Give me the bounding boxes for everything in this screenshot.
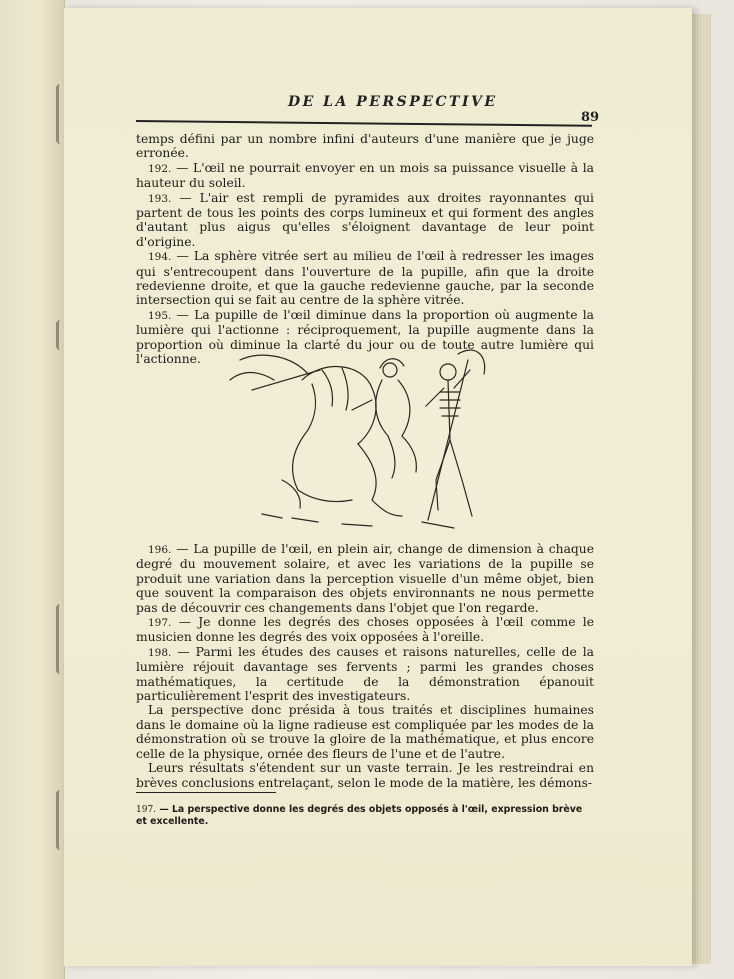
paragraph-197: [136, 615, 594, 645]
text-block-bottom: [136, 542, 594, 790]
footnote-rule: [136, 792, 276, 793]
running-head: DE LA PERSPECTIVE: [288, 94, 498, 110]
paragraph-text: — La sphère vitrée sert au milieu de l'œil à redresser les images qui s'entrecoupent dans l'ouverture de la pupille, afin que la droite redevienne droite, et que la gauche redevienne gauche, par la seconde intersection qui se fait au centre de la sphère vitrée.: [136, 249, 594, 308]
paragraph-198: [136, 645, 594, 704]
paragraph-continuation: temps défini par un nombre infini d'auteurs d'une manière que je juge erronée.: [136, 132, 594, 161]
paragraph-number: 195.: [148, 309, 172, 322]
paragraph-196: [136, 542, 594, 615]
paragraph-193: [136, 191, 594, 250]
paragraph-number: 197.: [148, 617, 172, 630]
paragraph-text: — L'air est rempli de pyramides aux droites rayonnantes qui partent de tous les points des corps lumineux et qui forment des angles d'autant plus aigus qu'elles s'éloignent davantage de leur point d'origine.: [136, 190, 594, 249]
page-number: 89: [581, 110, 600, 125]
paragraph-number: 192.: [148, 162, 172, 175]
paragraph-text: — Je donne les degrés des choses opposées à l'œil comme le musicien donne les degrés des voix opposées à l'oreille.: [136, 615, 594, 645]
paragraph-perspective: La perspective donc présida à tous traités et disciplines humaines dans le domaine où la ligne radieuse est compliquée par les modes de la démonstration où se trouve la gloire de la mathématique, et plus encore celle de la physique, ornée des fleurs de l'une et de l'autre.: [136, 703, 594, 761]
paragraph-text: — La pupille de l'œil, en plein air, change de dimension à chaque degré du mouvement solaire, et avec les variations de la pupille se produit une variation dans la perception visuelle d'un même objet, bien que souvent la comparaison des objets environnants ne nous permette pas de découvrir ces changements dans l'objet que l'on regarde.: [136, 542, 594, 615]
footnote-number: 197.: [136, 805, 157, 815]
paragraph-text: — La pupille de l'œil diminue dans la proportion où augmente la lumière qui l'actionne : réciproquement, la pupille augmente dans la proportion où diminue la clarté du jour ou de toute autre lumière qui l'actionne.: [136, 307, 594, 367]
paragraph-text: — Parmi les études des causes et raisons naturelles, celle de la lumière réjouit davantage ses fervents ; parmi les grandes choses mathématiques, la certitude de la démonstration épanouit particulièrement l'esprit des investigateurs.: [136, 644, 594, 704]
paragraph-results: Leurs résultats s'étendent sur un vaste terrain. Je les restreindrai en brèves conclusions entrelaçant, selon le mode de la matière, les démons-: [136, 761, 594, 790]
paragraph-number: 193.: [148, 192, 172, 205]
paragraph-number: 194.: [148, 251, 172, 264]
paragraph-number: 196.: [148, 544, 172, 556]
paragraph-text: — L'œil ne pourrait envoyer en un mois sa puissance visuelle à la hauteur du soleil.: [136, 160, 594, 191]
paragraph-192: [136, 161, 594, 191]
text-block-top: [136, 132, 594, 367]
paragraph-number: 198.: [148, 646, 172, 659]
paragraph-194: [136, 249, 594, 308]
footnote: [136, 804, 586, 828]
footnote-text: — La perspective donne les degrés des objets opposés à l'œil, expression brève et excellente.: [136, 804, 583, 827]
pen-drawing-icon: [222, 340, 492, 532]
